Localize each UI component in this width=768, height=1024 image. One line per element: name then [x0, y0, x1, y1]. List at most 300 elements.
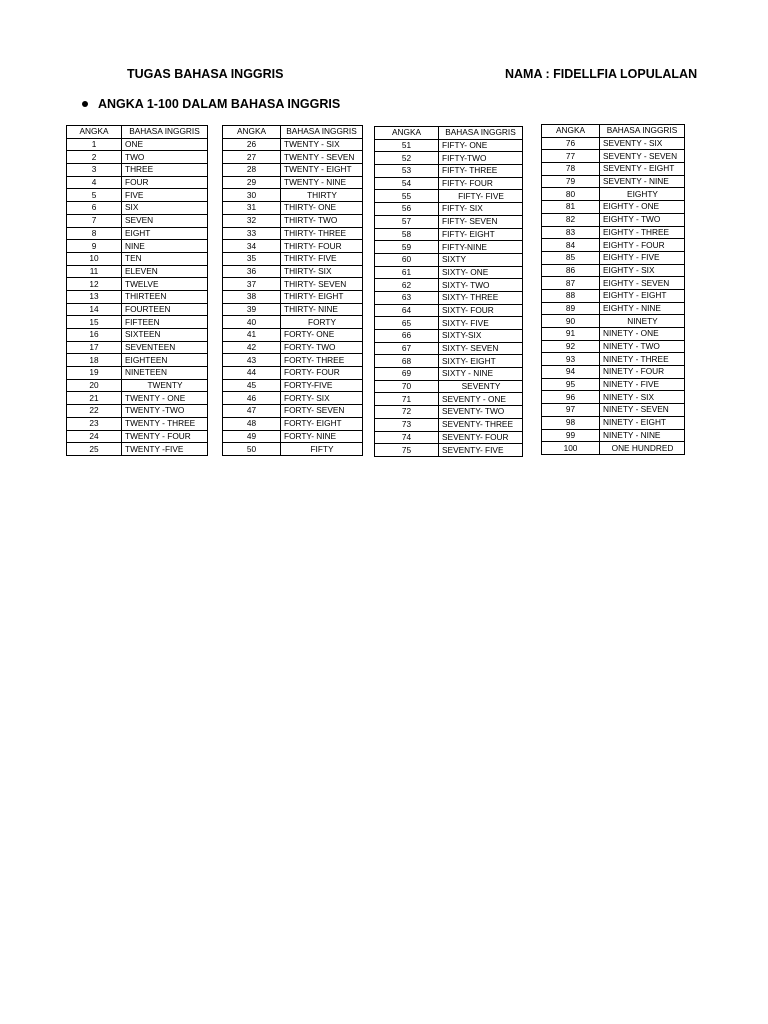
table-row [67, 392, 208, 405]
table-row [67, 252, 208, 265]
table-row [67, 443, 208, 456]
table-row [542, 404, 685, 417]
number-cell: 47 [223, 405, 281, 418]
table-row [375, 291, 523, 304]
table-row [223, 290, 363, 303]
bullet-icon [82, 101, 88, 107]
number-cell: 7 [67, 214, 122, 227]
english-word-cell: TWENTY - EIGHT [281, 164, 363, 177]
english-word-cell: TWENTY - THREE [122, 417, 208, 430]
number-cell: 55 [375, 190, 439, 203]
english-word-cell: TWO [122, 151, 208, 164]
table-row [223, 341, 363, 354]
table-row [67, 430, 208, 443]
number-cell: 6 [67, 202, 122, 215]
table-row [67, 138, 208, 151]
english-word-cell: ONE HUNDRED [600, 442, 685, 455]
english-word-cell: THIRTY- TWO [281, 214, 363, 227]
number-cell: 18 [67, 354, 122, 367]
number-cell: 77 [542, 150, 600, 163]
number-cell: 33 [223, 227, 281, 240]
english-word-cell: NINETY - TWO [600, 340, 685, 353]
english-word-cell: TWENTY -TWO [122, 405, 208, 418]
english-word-cell: SEVENTY - SEVEN [600, 150, 685, 163]
english-word-cell: SIXTY- ONE [439, 266, 523, 279]
table-row [375, 317, 523, 330]
english-word-cell: NINETY - EIGHT [600, 416, 685, 429]
table-row [223, 164, 363, 177]
english-word-cell: THIRTY- THREE [281, 227, 363, 240]
table-row [223, 278, 363, 291]
english-word-cell: SEVENTY- TWO [439, 406, 523, 419]
english-word-cell: TWENTY - ONE [122, 392, 208, 405]
table-row [542, 315, 685, 328]
table-row [542, 137, 685, 150]
number-cell: 84 [542, 239, 600, 252]
number-cell: 89 [542, 302, 600, 315]
english-word-cell: THIRTY- NINE [281, 303, 363, 316]
assignment-title: TUGAS BAHASA INGGRIS [127, 67, 284, 81]
number-cell: 24 [67, 430, 122, 443]
table-row [542, 302, 685, 315]
english-word-cell: FIFTEEN [122, 316, 208, 329]
number-cell: 75 [375, 444, 439, 457]
table-row [67, 265, 208, 278]
number-cell: 83 [542, 226, 600, 239]
table-row [542, 416, 685, 429]
table-row [67, 417, 208, 430]
english-word-cell: EIGHT [122, 227, 208, 240]
english-word-cell: SIXTY-SIX [439, 330, 523, 343]
number-cell: 2 [67, 151, 122, 164]
english-word-cell: EIGHTY - THREE [600, 226, 685, 239]
english-word-cell: TWENTY -FIVE [122, 443, 208, 456]
table-row [375, 380, 523, 393]
table-row [375, 393, 523, 406]
number-cell: 12 [67, 278, 122, 291]
english-word-cell: FIVE [122, 189, 208, 202]
table-row [375, 152, 523, 165]
table-row [67, 303, 208, 316]
table-row [67, 341, 208, 354]
english-word-cell: NINETY - NINE [600, 429, 685, 442]
table-row [223, 214, 363, 227]
number-cell: 95 [542, 378, 600, 391]
table-row [375, 431, 523, 444]
number-cell: 60 [375, 253, 439, 266]
number-cell: 14 [67, 303, 122, 316]
table-row [67, 278, 208, 291]
english-word-cell: FORTY- EIGHT [281, 417, 363, 430]
english-word-cell: FORTY-FIVE [281, 379, 363, 392]
number-cell: 94 [542, 366, 600, 379]
table-row [375, 177, 523, 190]
table-row [375, 228, 523, 241]
number-cell: 65 [375, 317, 439, 330]
english-word-cell: NINETY - FIVE [600, 378, 685, 391]
column-header-angka: ANGKA [375, 127, 439, 140]
english-word-cell: FIFTY- SIX [439, 203, 523, 216]
table-row [223, 443, 363, 456]
table-row [223, 227, 363, 240]
english-word-cell: THIRTY- FOUR [281, 240, 363, 253]
english-word-cell: THIRTY- ONE [281, 202, 363, 215]
table-row [542, 201, 685, 214]
english-word-cell: TEN [122, 252, 208, 265]
table-row [67, 290, 208, 303]
number-cell: 82 [542, 213, 600, 226]
number-cell: 62 [375, 279, 439, 292]
table-row [375, 241, 523, 254]
number-cell: 68 [375, 355, 439, 368]
english-word-cell: NINETY - ONE [600, 328, 685, 341]
english-word-cell: FIFTY- THREE [439, 165, 523, 178]
table-row [223, 392, 363, 405]
english-word-cell: ELEVEN [122, 265, 208, 278]
number-cell: 91 [542, 328, 600, 341]
number-cell: 51 [375, 139, 439, 152]
number-cell: 61 [375, 266, 439, 279]
number-table-2 [222, 125, 363, 456]
english-word-cell: FIFTY-TWO [439, 152, 523, 165]
number-table-3 [374, 126, 523, 457]
english-word-cell: EIGHTY - SIX [600, 264, 685, 277]
english-word-cell: FOUR [122, 176, 208, 189]
number-cell: 35 [223, 252, 281, 265]
english-word-cell: SEVENTY - ONE [439, 393, 523, 406]
table-row [67, 164, 208, 177]
english-word-cell: EIGHTEEN [122, 354, 208, 367]
table-row [67, 316, 208, 329]
number-cell: 27 [223, 151, 281, 164]
table-row [67, 202, 208, 215]
number-cell: 1 [67, 138, 122, 151]
table-row [223, 367, 363, 380]
table-row [542, 175, 685, 188]
english-word-cell: TWENTY [122, 379, 208, 392]
number-cell: 96 [542, 391, 600, 404]
english-word-cell: EIGHTY - NINE [600, 302, 685, 315]
english-word-cell: SIXTY- FOUR [439, 304, 523, 317]
table-row [375, 139, 523, 152]
english-word-cell: SEVENTY [439, 380, 523, 393]
english-word-cell: FORTY- NINE [281, 430, 363, 443]
english-word-cell: NINETY - SIX [600, 391, 685, 404]
column-header-bahasa-inggris: BAHASA INGGRIS [122, 126, 208, 139]
english-word-cell: FIFTY-NINE [439, 241, 523, 254]
table-row [67, 176, 208, 189]
number-cell: 44 [223, 367, 281, 380]
table-row [67, 367, 208, 380]
number-cell: 49 [223, 430, 281, 443]
number-cell: 79 [542, 175, 600, 188]
english-word-cell: FIFTY- EIGHT [439, 228, 523, 241]
number-cell: 58 [375, 228, 439, 241]
number-cell: 71 [375, 393, 439, 406]
table-row [542, 150, 685, 163]
english-word-cell: FORTY- FOUR [281, 367, 363, 380]
column-header-angka: ANGKA [223, 126, 281, 139]
number-table-1 [66, 125, 208, 456]
table-row [542, 239, 685, 252]
english-word-cell: SIX [122, 202, 208, 215]
table-row [223, 265, 363, 278]
number-cell: 28 [223, 164, 281, 177]
number-cell: 45 [223, 379, 281, 392]
number-table-4 [541, 124, 685, 455]
table-row [542, 226, 685, 239]
table-row [542, 289, 685, 302]
english-word-cell: THIRTY- EIGHT [281, 290, 363, 303]
number-cell: 97 [542, 404, 600, 417]
table-row [223, 252, 363, 265]
english-word-cell: FIFTY- FIVE [439, 190, 523, 203]
number-cell: 4 [67, 176, 122, 189]
number-cell: 70 [375, 380, 439, 393]
english-word-cell: SEVENTEEN [122, 341, 208, 354]
table-row [67, 379, 208, 392]
english-word-cell: SEVENTY- THREE [439, 418, 523, 431]
number-cell: 46 [223, 392, 281, 405]
number-cell: 73 [375, 418, 439, 431]
table-row [67, 354, 208, 367]
number-cell: 93 [542, 353, 600, 366]
number-cell: 85 [542, 251, 600, 264]
number-cell: 53 [375, 165, 439, 178]
english-word-cell: EIGHTY - SEVEN [600, 277, 685, 290]
table-row [223, 303, 363, 316]
english-word-cell: TWENTY - SEVEN [281, 151, 363, 164]
english-word-cell: SIXTY [439, 253, 523, 266]
number-cell: 37 [223, 278, 281, 291]
table-row [542, 442, 685, 455]
english-word-cell: SIXTY- THREE [439, 291, 523, 304]
table-row [375, 342, 523, 355]
english-word-cell: NINETY - THREE [600, 353, 685, 366]
english-word-cell: FORTY- ONE [281, 329, 363, 342]
number-cell: 72 [375, 406, 439, 419]
english-word-cell: EIGHTY - FIVE [600, 251, 685, 264]
number-cell: 17 [67, 341, 122, 354]
table-row [223, 417, 363, 430]
table-row [223, 379, 363, 392]
english-word-cell: FORTY- THREE [281, 354, 363, 367]
english-word-cell: EIGHTY - EIGHT [600, 289, 685, 302]
table-row [223, 240, 363, 253]
english-word-cell: THIRTEEN [122, 290, 208, 303]
number-cell: 3 [67, 164, 122, 177]
english-word-cell: SIXTY- EIGHT [439, 355, 523, 368]
english-word-cell: SEVENTY - NINE [600, 175, 685, 188]
table-row [67, 151, 208, 164]
table-row [223, 329, 363, 342]
number-cell: 67 [375, 342, 439, 355]
number-cell: 40 [223, 316, 281, 329]
number-cell: 69 [375, 368, 439, 381]
english-word-cell: SIXTY- TWO [439, 279, 523, 292]
english-word-cell: THREE [122, 164, 208, 177]
table-row [375, 406, 523, 419]
table-row [542, 264, 685, 277]
english-word-cell: FORTY [281, 316, 363, 329]
number-cell: 41 [223, 329, 281, 342]
english-word-cell: EIGHTY - TWO [600, 213, 685, 226]
english-word-cell: EIGHTY - ONE [600, 201, 685, 214]
table-row [542, 378, 685, 391]
english-word-cell: TWENTY - NINE [281, 176, 363, 189]
table-row [542, 213, 685, 226]
number-cell: 54 [375, 177, 439, 190]
column-header-angka: ANGKA [67, 126, 122, 139]
table-row [223, 405, 363, 418]
number-cell: 63 [375, 291, 439, 304]
number-cell: 39 [223, 303, 281, 316]
english-word-cell: FIFTY- FOUR [439, 177, 523, 190]
number-cell: 9 [67, 240, 122, 253]
student-name: NAMA : FIDELLFIA LOPULALAN [505, 67, 698, 81]
number-cell: 52 [375, 152, 439, 165]
english-word-cell: FIFTY [281, 443, 363, 456]
english-word-cell: FORTY- SIX [281, 392, 363, 405]
number-cell: 59 [375, 241, 439, 254]
english-word-cell: THIRTY [281, 189, 363, 202]
table-row [67, 240, 208, 253]
number-cell: 21 [67, 392, 122, 405]
table-row [67, 214, 208, 227]
english-word-cell: TWENTY - FOUR [122, 430, 208, 443]
english-word-cell: TWELVE [122, 278, 208, 291]
table-row [542, 353, 685, 366]
table-row [542, 251, 685, 264]
table-row [67, 227, 208, 240]
number-cell: 16 [67, 329, 122, 342]
english-word-cell: SEVEN [122, 214, 208, 227]
number-cell: 74 [375, 431, 439, 444]
number-cell: 26 [223, 138, 281, 151]
number-cell: 42 [223, 341, 281, 354]
number-cell: 30 [223, 189, 281, 202]
english-word-cell: SEVENTY- FOUR [439, 431, 523, 444]
table-row [375, 418, 523, 431]
table-row [542, 340, 685, 353]
table-row [375, 368, 523, 381]
number-cell: 34 [223, 240, 281, 253]
number-cell: 32 [223, 214, 281, 227]
number-cell: 31 [223, 202, 281, 215]
table-row [542, 277, 685, 290]
number-cell: 78 [542, 163, 600, 176]
english-word-cell: NINETEEN [122, 367, 208, 380]
table-row [375, 215, 523, 228]
table-row [223, 176, 363, 189]
number-cell: 81 [542, 201, 600, 214]
table-row [375, 279, 523, 292]
number-cell: 98 [542, 416, 600, 429]
table-row [223, 354, 363, 367]
table-row [542, 429, 685, 442]
number-cell: 87 [542, 277, 600, 290]
subtitle: ANGKA 1-100 DALAM BAHASA INGGRIS [98, 97, 341, 111]
table-row [375, 304, 523, 317]
table-row [67, 329, 208, 342]
english-word-cell: SIXTY- SEVEN [439, 342, 523, 355]
table-row [375, 355, 523, 368]
english-word-cell: NINETY - SEVEN [600, 404, 685, 417]
number-cell: 92 [542, 340, 600, 353]
table-row [375, 444, 523, 457]
number-cell: 50 [223, 443, 281, 456]
number-cell: 88 [542, 289, 600, 302]
table-row [223, 189, 363, 202]
number-cell: 66 [375, 330, 439, 343]
table-row [542, 163, 685, 176]
subtitle-bullet [82, 97, 340, 111]
number-cell: 13 [67, 290, 122, 303]
english-word-cell: NINE [122, 240, 208, 253]
english-word-cell: THIRTY- FIVE [281, 252, 363, 265]
english-word-cell: SIXTY- FIVE [439, 317, 523, 330]
table-row [375, 253, 523, 266]
english-word-cell: NINETY - FOUR [600, 366, 685, 379]
table-row [223, 430, 363, 443]
english-word-cell: THIRTY- SIX [281, 265, 363, 278]
table-row [542, 188, 685, 201]
table-row [542, 366, 685, 379]
table-row [223, 151, 363, 164]
english-word-cell: SIXTEEN [122, 329, 208, 342]
table-row [542, 328, 685, 341]
column-header-bahasa-inggris: BAHASA INGGRIS [439, 127, 523, 140]
number-cell: 29 [223, 176, 281, 189]
english-word-cell: SEVENTY - EIGHT [600, 163, 685, 176]
number-cell: 36 [223, 265, 281, 278]
table-row [375, 266, 523, 279]
column-header-bahasa-inggris: BAHASA INGGRIS [281, 126, 363, 139]
column-header-angka: ANGKA [542, 125, 600, 138]
english-word-cell: ONE [122, 138, 208, 151]
number-cell: 38 [223, 290, 281, 303]
table-row [223, 138, 363, 151]
column-header-bahasa-inggris: BAHASA INGGRIS [600, 125, 685, 138]
number-cell: 43 [223, 354, 281, 367]
table-row [67, 405, 208, 418]
english-word-cell: NINETY [600, 315, 685, 328]
table-row [375, 330, 523, 343]
english-word-cell: THIRTY- SEVEN [281, 278, 363, 291]
number-cell: 23 [67, 417, 122, 430]
number-cell: 15 [67, 316, 122, 329]
english-word-cell: EIGHTY - FOUR [600, 239, 685, 252]
english-word-cell: FORTY- SEVEN [281, 405, 363, 418]
number-cell: 100 [542, 442, 600, 455]
table-row [375, 165, 523, 178]
number-cell: 86 [542, 264, 600, 277]
number-cell: 64 [375, 304, 439, 317]
english-word-cell: TWENTY - SIX [281, 138, 363, 151]
table-row [67, 189, 208, 202]
table-row [542, 391, 685, 404]
english-word-cell: SEVENTY- FIVE [439, 444, 523, 457]
number-cell: 8 [67, 227, 122, 240]
number-cell: 80 [542, 188, 600, 201]
number-cell: 56 [375, 203, 439, 216]
english-word-cell: SIXTY - NINE [439, 368, 523, 381]
number-cell: 90 [542, 315, 600, 328]
english-word-cell: FIFTY- ONE [439, 139, 523, 152]
number-cell: 25 [67, 443, 122, 456]
number-cell: 5 [67, 189, 122, 202]
english-word-cell: FIFTY- SEVEN [439, 215, 523, 228]
